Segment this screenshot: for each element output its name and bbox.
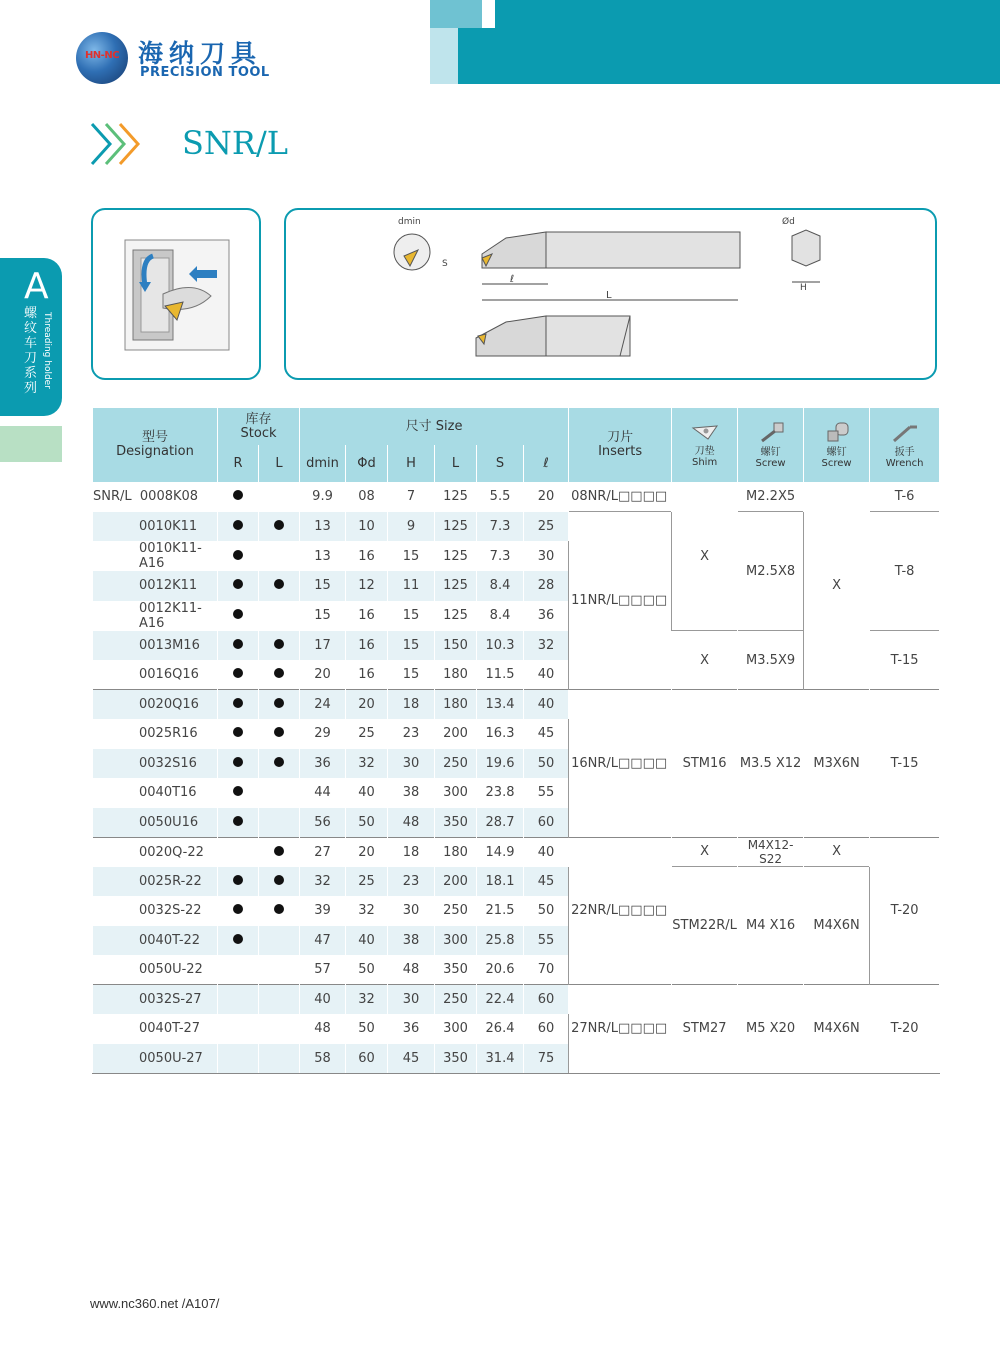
boring-illustration-icon: [93, 210, 259, 378]
table-row: 0040T16 44 40 38 300 23.8 55: [93, 778, 940, 808]
section-tab-accent: [0, 426, 62, 462]
table-row: 0050U16 56 50 48 350 28.7 60: [93, 808, 940, 838]
table-row: 0020Q16 24 20 18 180 13.4 40 16NR/L□□□□ STM16 M3.5 X12 M3X6N T-15: [93, 690, 940, 720]
dim-l-label: ℓ: [510, 274, 515, 285]
col-shim: 刀垫 Shim: [672, 408, 738, 482]
table-row: 0040T-27 48 50 36 300 26.4 60: [93, 1014, 940, 1044]
stock-dot: [274, 904, 284, 914]
stock-dot: [274, 757, 284, 767]
header-square: [458, 28, 496, 84]
stock-dot: [233, 875, 243, 885]
table-row: 0013M16 17 16 15 150 10.3 32 X M3.5X9 T-15: [93, 631, 940, 661]
dim-L-label: L: [606, 290, 612, 301]
col-inserts: 刀片 Inserts: [569, 408, 672, 482]
stock-dot: [233, 550, 243, 560]
table-row: 0016Q16 20 16 15 180 11.5 40: [93, 660, 940, 690]
stock-dot: [274, 727, 284, 737]
section-label-cn: 螺纹车刀系列: [24, 306, 38, 396]
stock-dot: [233, 520, 243, 530]
col-h: H: [388, 445, 435, 482]
stock-dot: [233, 904, 243, 914]
table-row: 0025R16 29 25 23 200 16.3 45: [93, 719, 940, 749]
col-screw: 螺钉 Screw: [738, 408, 804, 482]
col-l-length: L: [435, 445, 477, 482]
header-square: [430, 0, 482, 28]
stock-dot: [274, 579, 284, 589]
stock-dot: [274, 875, 284, 885]
stock-dot: [233, 757, 243, 767]
table-row: 0010K11 13 10 9 125 7.3 25 11NR/L□□□□ M2.5X8 T-8: [93, 512, 940, 542]
table-row: 0050U-27 58 60 45 350 31.4 75: [93, 1044, 940, 1074]
stock-dot: [233, 609, 243, 619]
stock-dot: [233, 816, 243, 826]
dim-H-label: H: [800, 283, 807, 293]
stock-dot: [274, 668, 284, 678]
table-row: 0050U-22 57 50 48 350 20.6 70: [93, 955, 940, 985]
dim-s-label: S: [442, 259, 448, 269]
stock-dot: [233, 668, 243, 678]
table-row: 0025R-22 32 25 23 200 18.1 45 STM22R/L M4 X16 M4X6N: [93, 867, 940, 897]
brand-name-en: PRECISION TOOL: [140, 65, 270, 80]
table-row: 0040T-22 47 40 38 300 25.8 55: [93, 926, 940, 956]
section-letter: A: [24, 266, 49, 307]
logo-text: HN-NC: [84, 50, 120, 61]
col-stock-r: R: [218, 445, 259, 482]
screw-icon: [756, 421, 786, 443]
stock-dot: [233, 934, 243, 944]
table-row: 0020Q-22 27 20 18 180 14.9 40 22NR/L□□□□ X M4X12-S22 X T-20: [93, 837, 940, 867]
dim-dmin-label: dmin: [398, 217, 421, 227]
stock-dot: [233, 490, 243, 500]
table-row: SNR/L 0008K08 9.9 08 7 125 5.5 20 08NR/L□□□□ X M2.2X5 X T-6: [93, 482, 940, 512]
dimension-drawing: [284, 208, 937, 380]
col-l-small: ℓ: [524, 445, 569, 482]
stock-dot: [233, 639, 243, 649]
col-designation: 型号 Designation: [93, 408, 218, 482]
wrench-icon: [890, 421, 920, 443]
stock-dot: [274, 698, 284, 708]
section-label-en: Threading holder: [42, 312, 52, 389]
stock-dot: [274, 846, 284, 856]
dim-phid-label: Ød: [782, 217, 795, 227]
application-drawing: [91, 208, 261, 380]
stock-dot: [274, 520, 284, 530]
table-row: 0010K11-A16 13 16 15 125 7.3 30: [93, 541, 940, 571]
header-band: [495, 0, 1000, 84]
stock-dot: [233, 727, 243, 737]
stock-dot: [274, 639, 284, 649]
table-row: 0032S16 36 32 30 250 19.6 50: [93, 749, 940, 779]
stock-dot: [233, 579, 243, 589]
table-row: 0032S-22 39 32 30 250 21.5 50: [93, 896, 940, 926]
col-wrench: 扳手 Wrench: [870, 408, 940, 482]
page-title: SNR/L: [182, 124, 289, 162]
table-row: 0012K11 15 12 11 125 8.4 28: [93, 571, 940, 601]
col-dmin: dmin: [300, 445, 346, 482]
col-phid: Φd: [346, 445, 388, 482]
spec-table: [92, 408, 940, 1074]
col-screw-2: 螺钉 Screw: [804, 408, 870, 482]
col-size: 尺寸 Size: [300, 408, 569, 445]
triple-chevron-icon: [88, 120, 150, 168]
col-stock: 库存 Stock: [218, 408, 300, 445]
stock-dot: [233, 698, 243, 708]
header-square: [430, 28, 458, 84]
brand-name-cn: 海纳刀具: [138, 39, 263, 68]
table-row: 0012K11-A16 15 16 15 125 8.4 36: [93, 601, 940, 631]
toolholder-dimension-icon: [286, 210, 935, 378]
table-row: 0032S-27 40 32 30 250 22.4 60 27NR/L□□□□ STM27 M5 X20 M4X6N T-20: [93, 985, 940, 1015]
shim-icon: [690, 422, 720, 442]
stock-dot: [233, 786, 243, 796]
footer-url: www.nc360.net /A107/: [90, 1296, 220, 1311]
col-s: S: [477, 445, 524, 482]
col-stock-l: L: [259, 445, 300, 482]
screw-icon: [822, 421, 852, 443]
